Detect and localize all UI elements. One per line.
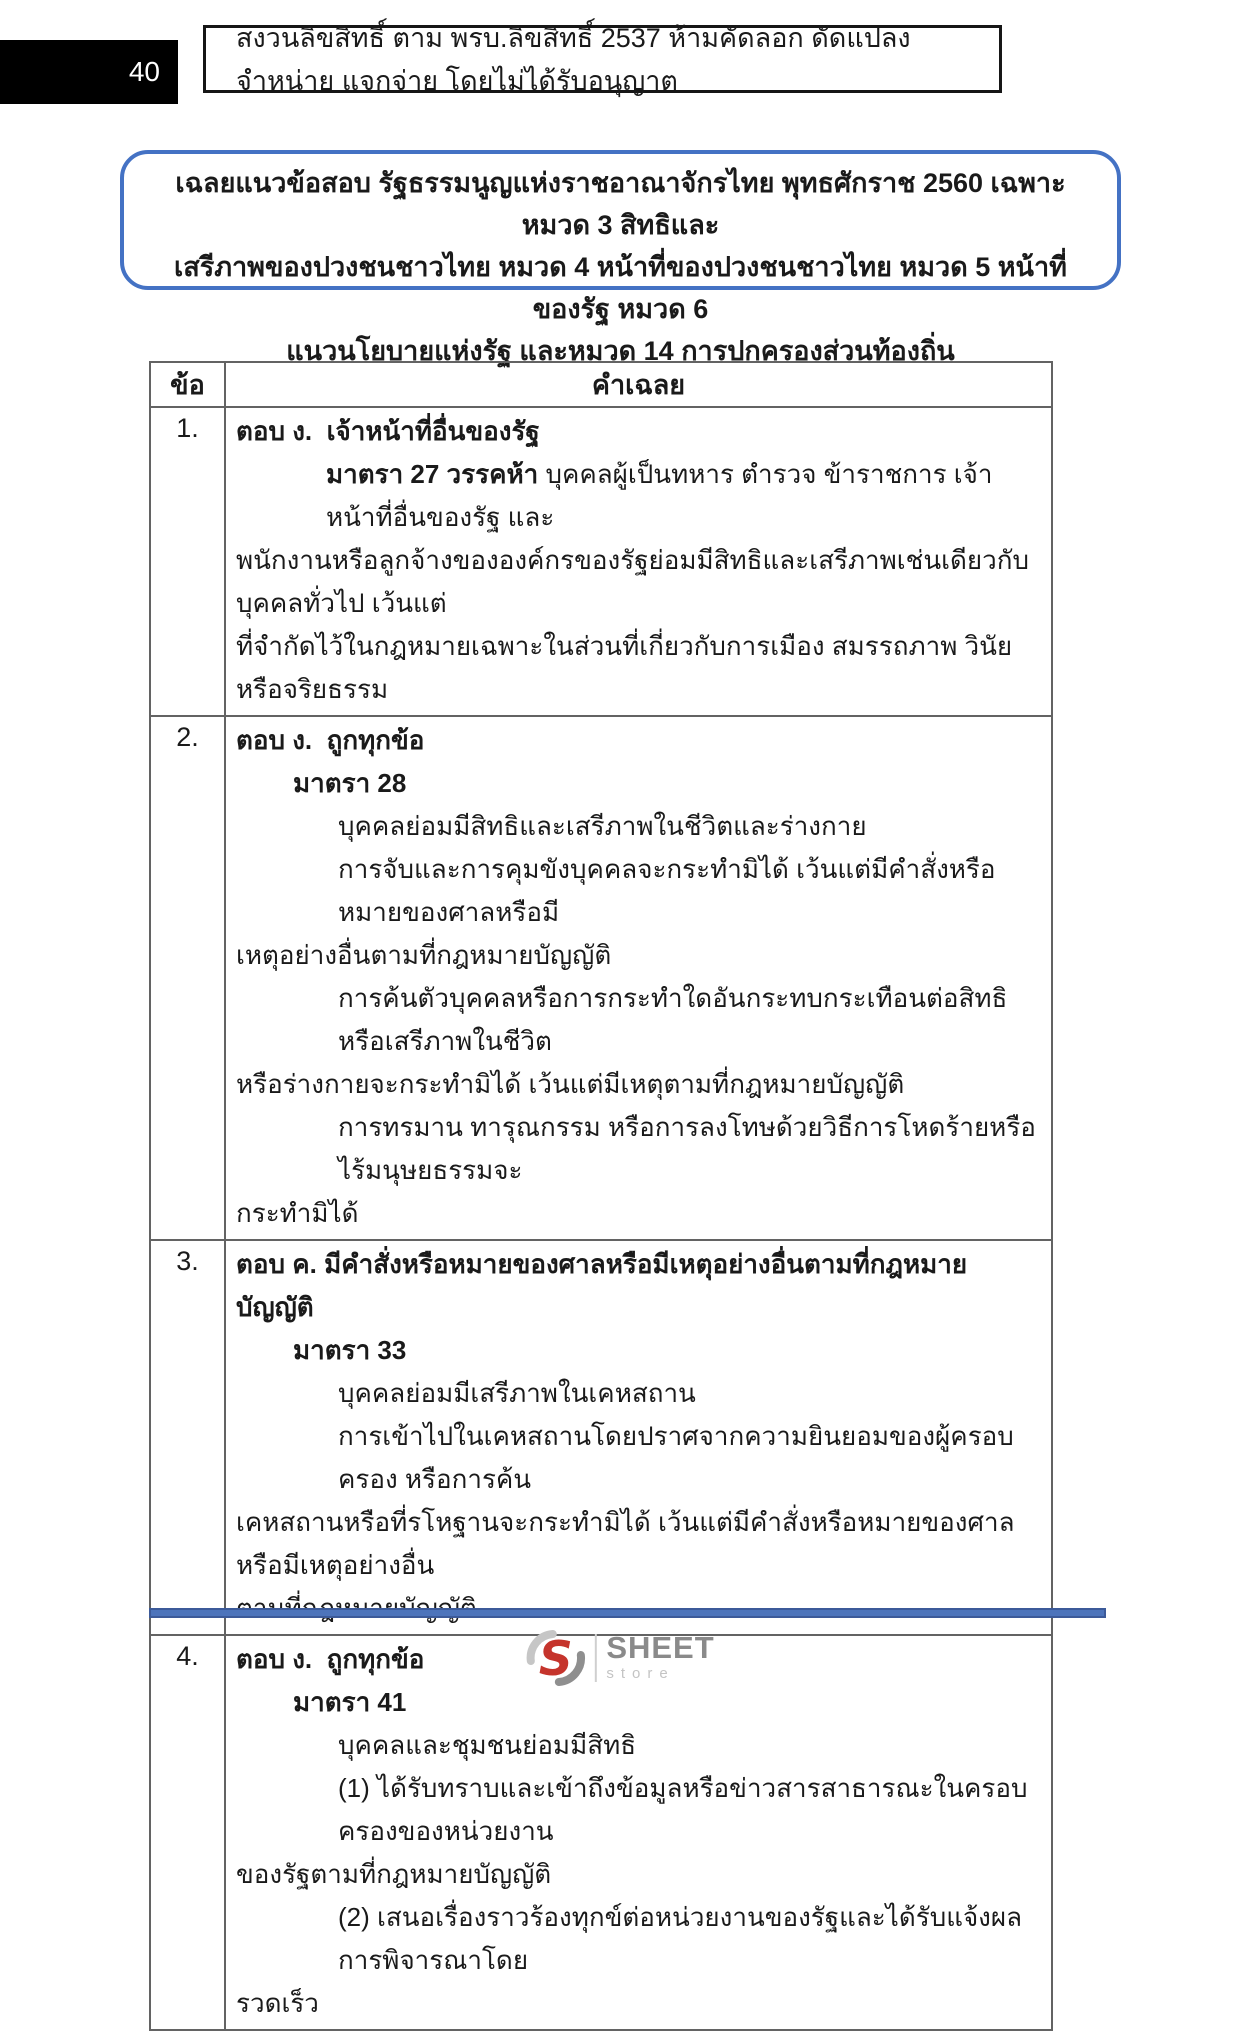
answer-line: [236, 805, 1039, 848]
question-number: 2.: [150, 716, 225, 1240]
answer-cell: [225, 716, 1052, 1240]
answer-line: [236, 1853, 1039, 1896]
answer-line-run: การทรมาน ทารุณกรรม หรือการลงโทษด้วยวิธีการโหดร้ายหรือไร้มนุษยธรรมจะ: [338, 1112, 1036, 1185]
question-number: 1.: [150, 407, 225, 716]
column-header-number: ข้อ: [150, 362, 225, 407]
answer-line-run: บุคคลย่อมมีสิทธิและเสรีภาพในชีวิตและร่างกาย: [338, 811, 867, 841]
brand-subtitle: store: [606, 1665, 675, 1682]
answer-line: [236, 934, 1039, 977]
answer-line: [236, 1681, 1039, 1724]
answer-line-bold-run: มาตรา 27 วรรคห้า: [326, 459, 546, 489]
answer-line-run: ของรัฐตามที่กฎหมายบัญญัติ: [236, 1859, 552, 1889]
copyright-banner: [203, 23, 1002, 96]
answer-line-run: (2) เสนอเรื่องราวร้องทุกข์ต่อหน่วยงานของรัฐและได้รับแจ้งผลการพิจารณาโดย: [338, 1902, 1023, 1975]
answer-line: [236, 1063, 1039, 1106]
answer-line: [236, 848, 1039, 934]
answer-line: [236, 1415, 1039, 1501]
answer-line: [236, 1501, 1039, 1587]
table-row: [150, 1240, 1052, 1635]
answer-line: [236, 1372, 1039, 1415]
answer-line: [236, 453, 1039, 539]
answer-line-run: การเข้าไปในเคหสถานโดยปราศจากความยินยอมของผู้ครอบครอง หรือการค้น: [338, 1421, 1014, 1494]
answer-line-bold-run: ตอบ ง. ถูกทุกข้อ: [236, 1644, 425, 1674]
answer-line-run: เหตุอย่างอื่นตามที่กฎหมายบัญญัติ: [236, 940, 612, 970]
table-header-row: [150, 362, 1052, 407]
title-line: แนวนโยบายแห่งรัฐ และหมวด 14 การปกครองส่วนท้องถิ่น: [286, 336, 955, 366]
answer-line-run: การค้นตัวบุคคลหรือการกระทำใดอันกระทบกระเทือนต่อสิทธิหรือเสรีภาพในชีวิต: [338, 983, 1008, 1056]
answer-line-run: การจับและการคุมขังบุคคลจะกระทำมิได้ เว้นแต่มีคำสั่งหรือหมายของศาลหรือมี: [338, 854, 996, 927]
answer-cell: [225, 1630, 1052, 2030]
answer-line: [236, 1767, 1039, 1853]
answer-line-run: พนักงานหรือลูกจ้างขององค์กรของรัฐย่อมมีสิทธิและเสรีภาพเช่นเดียวกับบุคคลทั่วไป เว้นแต่: [236, 545, 1029, 618]
page-number: 40: [128, 56, 160, 87]
answer-line: [236, 762, 1039, 805]
answer-line-run: ที่จำกัดไว้ในกฎหมายเฉพาะในส่วนที่เกี่ยวกับการเมือง สมรรถภาพ วินัย หรือจริยธรรม: [236, 631, 1020, 704]
answer-line: [236, 410, 1039, 453]
brand-text: [606, 1630, 715, 1683]
logo-divider: [594, 1634, 596, 1682]
answer-line: [236, 1192, 1039, 1235]
answer-line: [236, 1724, 1039, 1767]
answer-line: [236, 539, 1039, 625]
answer-cell: [225, 407, 1052, 716]
answer-line-bold-run: ตอบ ง. ถูกทุกข้อ: [236, 725, 425, 755]
answer-line-run: (1) ได้รับทราบและเข้าถึงข้อมูลหรือข่าวสารสาธารณะในครอบครองของหน่วยงาน: [338, 1773, 1028, 1846]
answer-line-bold-run: มาตรา 33: [293, 1335, 407, 1365]
title-box: [120, 150, 1121, 366]
answer-line: [236, 625, 1039, 711]
question-number: 3.: [150, 1240, 225, 1635]
title-line: เฉลยแนวข้อสอบ รัฐธรรมนูญแห่งราชอาณาจักรไทย พุทธศักราช 2560 เฉพาะหมวด 3 สิทธิและ: [175, 168, 1066, 240]
answer-line: [236, 1896, 1039, 1982]
answer-line-run: บุคคลย่อมมีเสรีภาพในเคหสถาน: [338, 1378, 696, 1408]
answer-line: [236, 719, 1039, 762]
answer-line-bold-run: มาตรา 28: [293, 768, 407, 798]
answer-line-run: หรือร่างกายจะกระทำมิได้ เว้นแต่มีเหตุตามที่กฎหมายบัญญัติ: [236, 1069, 905, 1099]
answer-line-run: บุคคลผู้เป็นทหาร ตำรวจ ข้าราชการ เจ้าหน้าที่อื่นของรัฐ และ: [326, 459, 993, 532]
answer-cell: [225, 1240, 1052, 1635]
answer-table: [149, 361, 1053, 2031]
brand-name: SHEET: [606, 1630, 715, 1665]
answer-line-run: บุคคลและชุมชนย่อมมีสิทธิ: [338, 1730, 637, 1760]
answer-line-bold-run: ตอบ ง. เจ้าหน้าที่อื่นของรัฐ: [236, 416, 540, 446]
answer-line: [236, 1106, 1039, 1192]
table-row: [150, 407, 1052, 716]
answer-line: [236, 1243, 1039, 1329]
title-line: เสรีภาพของปวงชนชาวไทย หมวด 4 หน้าที่ของปวงชนชาวไทย หมวด 5 หน้าที่ของรัฐ หมวด 6: [174, 252, 1067, 324]
copyright-text: สงวนลิขสิทธิ์ ตาม พรบ.ลิขสิทธิ์ 2537 ห้ามคัดลอก ดัดแปลง จำหน่าย แจกจ่าย โดยไม่ได้รับอนุญาต: [236, 23, 911, 96]
answer-line: [236, 1982, 1039, 2025]
answer-line-bold-run: ตอบ ค. มีคำสั่งหรือหมายของศาลหรือมีเหตุอย่างอื่นตามที่กฎหมายบัญญัติ: [236, 1249, 968, 1322]
answer-line-run: กระทำมิได้: [236, 1198, 359, 1228]
answer-line-bold-run: มาตรา 41: [293, 1687, 407, 1717]
table-row: [150, 1635, 1052, 2030]
table-row: [150, 716, 1052, 1240]
sheet-store-logo-icon: [526, 1630, 584, 1686]
answer-table-body: [150, 407, 1052, 2030]
question-number: 4.: [150, 1635, 225, 2030]
answer-line-run: รวดเร็ว: [236, 1988, 319, 2018]
svg-text:S: S: [538, 1632, 573, 1687]
brand-logo: [526, 1630, 714, 1686]
column-header-answer: คำเฉลย: [225, 362, 1052, 407]
footer-divider-bar: [149, 1608, 1106, 1618]
page-number-box: [0, 40, 178, 104]
answer-line-run: เคหสถานหรือที่รโหฐานจะกระทำมิได้ เว้นแต่มีคำสั่งหรือหมายของศาลหรือมีเหตุอย่างอื่น: [236, 1507, 1015, 1580]
answer-line: [236, 1329, 1039, 1372]
answer-line: [236, 977, 1039, 1063]
